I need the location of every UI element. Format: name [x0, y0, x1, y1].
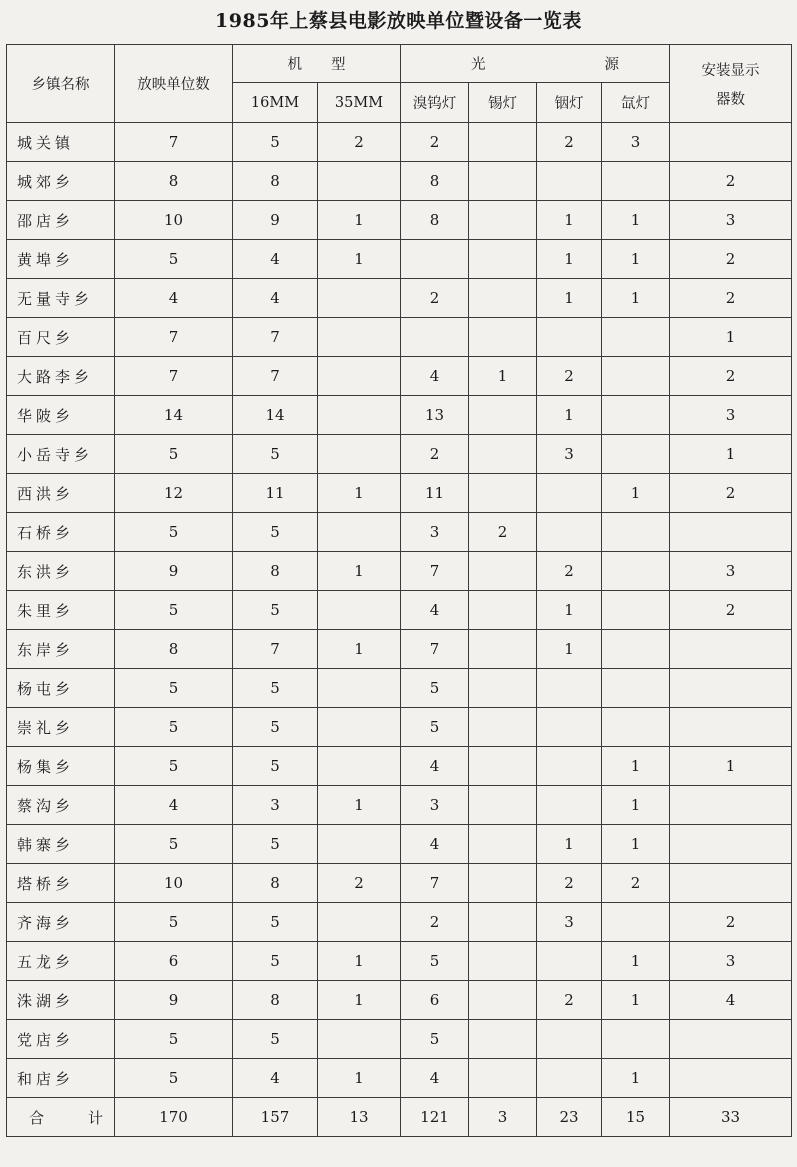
row-iodine-tungsten: 6 [401, 981, 469, 1020]
row-indium: 2 [537, 552, 602, 591]
row-iodine-tungsten: 5 [401, 1020, 469, 1059]
row-xenon [602, 357, 670, 396]
row-name: 城郊乡 [7, 162, 115, 201]
row-name: 崇礼乡 [7, 708, 115, 747]
row-display: 1 [670, 318, 792, 357]
row-display: 3 [670, 942, 792, 981]
row-display: 2 [670, 903, 792, 942]
row-iodine-tungsten: 11 [401, 474, 469, 513]
row-35mm: 1 [318, 942, 401, 981]
row-35mm [318, 357, 401, 396]
row-16mm: 7 [233, 318, 318, 357]
row-iodine-tungsten: 7 [401, 630, 469, 669]
row-35mm: 2 [318, 123, 401, 162]
row-xenon: 1 [602, 474, 670, 513]
row-display [670, 669, 792, 708]
row-35mm: 1 [318, 474, 401, 513]
row-xenon [602, 552, 670, 591]
row-16mm: 4 [233, 240, 318, 279]
row-name: 杨集乡 [7, 747, 115, 786]
table-title: 1985年上蔡县电影放映单位暨设备一览表 [215, 10, 582, 32]
row-name: 西洪乡 [7, 474, 115, 513]
row-indium: 3 [537, 903, 602, 942]
row-name: 朱里乡 [7, 591, 115, 630]
row-indium: 2 [537, 864, 602, 903]
row-tin [469, 591, 537, 630]
row-16mm: 5 [233, 435, 318, 474]
row-xenon: 1 [602, 240, 670, 279]
row-name: 无量寺乡 [7, 279, 115, 318]
row-iodine-tungsten: 8 [401, 162, 469, 201]
total-units: 170 [115, 1098, 233, 1137]
row-16mm: 5 [233, 123, 318, 162]
header-iodine-tungsten: 溴钨灯 [401, 83, 469, 123]
row-units: 5 [115, 1020, 233, 1059]
row-indium: 2 [537, 123, 602, 162]
header-model-group [233, 45, 401, 83]
row-display: 2 [670, 474, 792, 513]
row-xenon [602, 903, 670, 942]
row-iodine-tungsten: 5 [401, 708, 469, 747]
header-indium: 铟灯 [537, 83, 602, 123]
row-16mm: 3 [233, 786, 318, 825]
row-16mm: 5 [233, 903, 318, 942]
row-display: 2 [670, 591, 792, 630]
total-tin: 3 [469, 1098, 537, 1137]
row-16mm: 11 [233, 474, 318, 513]
row-indium [537, 162, 602, 201]
row-tin [469, 708, 537, 747]
row-tin [469, 630, 537, 669]
row-indium: 1 [537, 240, 602, 279]
row-indium [537, 1020, 602, 1059]
row-units: 7 [115, 318, 233, 357]
total-16mm: 157 [233, 1098, 318, 1137]
total-indium: 23 [537, 1098, 602, 1137]
row-iodine-tungsten: 2 [401, 435, 469, 474]
row-tin [469, 786, 537, 825]
row-units: 6 [115, 942, 233, 981]
header-display-line-2: 器数 [716, 91, 745, 108]
row-35mm [318, 708, 401, 747]
row-indium [537, 474, 602, 513]
total-display: 33 [670, 1098, 792, 1137]
header-model-char-2: 型 [331, 57, 346, 73]
header-xenon: 氙灯 [602, 83, 670, 123]
row-tin [469, 201, 537, 240]
equipment-table [6, 44, 792, 1137]
row-iodine-tungsten: 2 [401, 123, 469, 162]
row-name: 韩寨乡 [7, 825, 115, 864]
row-display [670, 1059, 792, 1098]
row-tin: 1 [469, 357, 537, 396]
row-16mm: 9 [233, 201, 318, 240]
row-tin [469, 240, 537, 279]
row-units: 9 [115, 552, 233, 591]
header-light-char-2: 源 [604, 57, 619, 73]
row-indium [537, 747, 602, 786]
row-name: 城关镇 [7, 123, 115, 162]
row-xenon: 1 [602, 981, 670, 1020]
total-iodine-tungsten: 121 [401, 1098, 469, 1137]
row-xenon [602, 396, 670, 435]
row-35mm: 1 [318, 630, 401, 669]
row-35mm: 1 [318, 981, 401, 1020]
row-iodine-tungsten: 3 [401, 786, 469, 825]
row-name: 党店乡 [7, 1020, 115, 1059]
row-16mm: 8 [233, 981, 318, 1020]
row-xenon [602, 318, 670, 357]
row-35mm [318, 1020, 401, 1059]
row-tin [469, 1059, 537, 1098]
row-iodine-tungsten: 4 [401, 747, 469, 786]
row-iodine-tungsten: 4 [401, 591, 469, 630]
header-township: 乡镇名称 [7, 45, 115, 123]
row-35mm [318, 279, 401, 318]
row-16mm: 8 [233, 162, 318, 201]
row-display: 2 [670, 357, 792, 396]
row-indium: 2 [537, 357, 602, 396]
row-units: 5 [115, 591, 233, 630]
row-tin [469, 396, 537, 435]
row-indium: 3 [537, 435, 602, 474]
row-xenon [602, 591, 670, 630]
row-16mm: 4 [233, 1059, 318, 1098]
row-16mm: 8 [233, 552, 318, 591]
row-display [670, 1020, 792, 1059]
total-35mm: 13 [318, 1098, 401, 1137]
row-tin [469, 825, 537, 864]
row-units: 9 [115, 981, 233, 1020]
row-xenon [602, 708, 670, 747]
row-iodine-tungsten [401, 240, 469, 279]
row-display [670, 825, 792, 864]
total-xenon: 15 [602, 1098, 670, 1137]
row-tin [469, 474, 537, 513]
row-display [670, 123, 792, 162]
row-35mm [318, 747, 401, 786]
row-display: 1 [670, 747, 792, 786]
row-35mm [318, 162, 401, 201]
row-tin [469, 903, 537, 942]
row-units: 10 [115, 864, 233, 903]
row-name: 小岳寺乡 [7, 435, 115, 474]
row-16mm: 5 [233, 591, 318, 630]
row-units: 8 [115, 162, 233, 201]
row-xenon [602, 1020, 670, 1059]
row-16mm: 5 [233, 747, 318, 786]
row-16mm: 5 [233, 708, 318, 747]
row-name: 五龙乡 [7, 942, 115, 981]
row-units: 5 [115, 669, 233, 708]
row-tin [469, 942, 537, 981]
row-16mm: 8 [233, 864, 318, 903]
row-iodine-tungsten: 5 [401, 942, 469, 981]
header-model-char-1: 机 [287, 57, 302, 73]
row-xenon: 3 [602, 123, 670, 162]
header-light-char-1: 光 [471, 57, 486, 73]
row-35mm: 1 [318, 552, 401, 591]
row-display [670, 630, 792, 669]
row-iodine-tungsten: 3 [401, 513, 469, 552]
row-35mm [318, 669, 401, 708]
row-iodine-tungsten: 7 [401, 552, 469, 591]
row-16mm: 5 [233, 1020, 318, 1059]
row-tin [469, 318, 537, 357]
row-display [670, 513, 792, 552]
row-name: 杨屯乡 [7, 669, 115, 708]
row-xenon: 1 [602, 786, 670, 825]
header-units: 放映单位数 [115, 45, 233, 123]
row-display: 2 [670, 162, 792, 201]
total-row [7, 1098, 792, 1137]
row-name: 塔桥乡 [7, 864, 115, 903]
row-xenon: 2 [602, 864, 670, 903]
row-indium: 1 [537, 396, 602, 435]
row-name: 黄埠乡 [7, 240, 115, 279]
row-35mm [318, 903, 401, 942]
row-tin [469, 162, 537, 201]
row-display: 1 [670, 435, 792, 474]
row-units: 5 [115, 903, 233, 942]
row-35mm: 2 [318, 864, 401, 903]
row-name: 东洪乡 [7, 552, 115, 591]
row-xenon [602, 162, 670, 201]
row-xenon [602, 669, 670, 708]
row-units: 5 [115, 825, 233, 864]
row-tin [469, 552, 537, 591]
row-display: 3 [670, 396, 792, 435]
row-name: 蔡沟乡 [7, 786, 115, 825]
row-35mm [318, 591, 401, 630]
row-units: 5 [115, 708, 233, 747]
row-indium [537, 513, 602, 552]
row-iodine-tungsten: 7 [401, 864, 469, 903]
row-name: 洙湖乡 [7, 981, 115, 1020]
header-16mm: 16MM [233, 83, 318, 123]
row-tin [469, 864, 537, 903]
row-iodine-tungsten: 8 [401, 201, 469, 240]
row-name: 东岸乡 [7, 630, 115, 669]
row-16mm: 5 [233, 825, 318, 864]
row-iodine-tungsten: 4 [401, 357, 469, 396]
row-indium [537, 1059, 602, 1098]
row-display: 3 [670, 201, 792, 240]
row-display [670, 708, 792, 747]
row-iodine-tungsten: 13 [401, 396, 469, 435]
row-xenon: 1 [602, 201, 670, 240]
row-indium: 1 [537, 630, 602, 669]
row-units: 4 [115, 279, 233, 318]
row-tin [469, 435, 537, 474]
row-name: 齐海乡 [7, 903, 115, 942]
header-display [670, 45, 792, 123]
header-tin: 锡灯 [469, 83, 537, 123]
table-body [7, 123, 792, 1137]
row-indium [537, 318, 602, 357]
row-display: 4 [670, 981, 792, 1020]
row-35mm [318, 513, 401, 552]
row-units: 5 [115, 435, 233, 474]
row-16mm: 5 [233, 513, 318, 552]
row-35mm: 1 [318, 240, 401, 279]
row-units: 10 [115, 201, 233, 240]
row-16mm: 7 [233, 357, 318, 396]
row-name: 石桥乡 [7, 513, 115, 552]
row-35mm [318, 318, 401, 357]
header-35mm: 35MM [318, 83, 401, 123]
row-xenon: 1 [602, 942, 670, 981]
row-35mm: 1 [318, 786, 401, 825]
row-units: 5 [115, 747, 233, 786]
row-units: 8 [115, 630, 233, 669]
row-35mm [318, 435, 401, 474]
row-35mm [318, 396, 401, 435]
row-35mm: 1 [318, 201, 401, 240]
row-tin [469, 279, 537, 318]
row-xenon: 1 [602, 825, 670, 864]
header-display-line-1: 安装显示 [701, 62, 760, 79]
row-iodine-tungsten: 4 [401, 825, 469, 864]
row-indium: 1 [537, 591, 602, 630]
row-xenon: 1 [602, 1059, 670, 1098]
row-tin: 2 [469, 513, 537, 552]
row-name: 邵店乡 [7, 201, 115, 240]
row-iodine-tungsten: 2 [401, 903, 469, 942]
row-units: 7 [115, 357, 233, 396]
row-indium [537, 786, 602, 825]
row-indium [537, 942, 602, 981]
row-indium [537, 708, 602, 747]
row-indium: 2 [537, 981, 602, 1020]
row-display: 2 [670, 279, 792, 318]
row-units: 12 [115, 474, 233, 513]
row-units: 5 [115, 240, 233, 279]
row-indium: 1 [537, 201, 602, 240]
row-16mm: 7 [233, 630, 318, 669]
row-xenon: 1 [602, 747, 670, 786]
row-units: 14 [115, 396, 233, 435]
row-35mm: 1 [318, 1059, 401, 1098]
row-indium: 1 [537, 279, 602, 318]
row-xenon [602, 630, 670, 669]
row-units: 4 [115, 786, 233, 825]
row-units: 5 [115, 513, 233, 552]
row-iodine-tungsten: 5 [401, 669, 469, 708]
row-16mm: 5 [233, 942, 318, 981]
row-xenon: 1 [602, 279, 670, 318]
table-header [7, 45, 792, 123]
row-name: 华陂乡 [7, 396, 115, 435]
row-iodine-tungsten: 4 [401, 1059, 469, 1098]
row-name: 百尺乡 [7, 318, 115, 357]
row-tin [469, 123, 537, 162]
row-display: 2 [670, 240, 792, 279]
row-units: 5 [115, 1059, 233, 1098]
row-display [670, 786, 792, 825]
row-indium [537, 669, 602, 708]
row-indium: 1 [537, 825, 602, 864]
row-iodine-tungsten [401, 318, 469, 357]
row-16mm: 14 [233, 396, 318, 435]
total-label-char-2: 计 [88, 1108, 104, 1127]
row-display [670, 864, 792, 903]
row-name: 和店乡 [7, 1059, 115, 1098]
header-light-group [401, 45, 670, 83]
row-tin [469, 669, 537, 708]
total-label [7, 1098, 115, 1137]
row-name: 大路李乡 [7, 357, 115, 396]
row-xenon [602, 513, 670, 552]
row-tin [469, 1020, 537, 1059]
row-tin [469, 747, 537, 786]
row-xenon [602, 435, 670, 474]
row-35mm [318, 825, 401, 864]
row-units: 7 [115, 123, 233, 162]
row-display: 3 [670, 552, 792, 591]
row-tin [469, 981, 537, 1020]
total-label-char-1: 合 [29, 1108, 45, 1127]
row-iodine-tungsten: 2 [401, 279, 469, 318]
row-16mm: 5 [233, 669, 318, 708]
row-16mm: 4 [233, 279, 318, 318]
